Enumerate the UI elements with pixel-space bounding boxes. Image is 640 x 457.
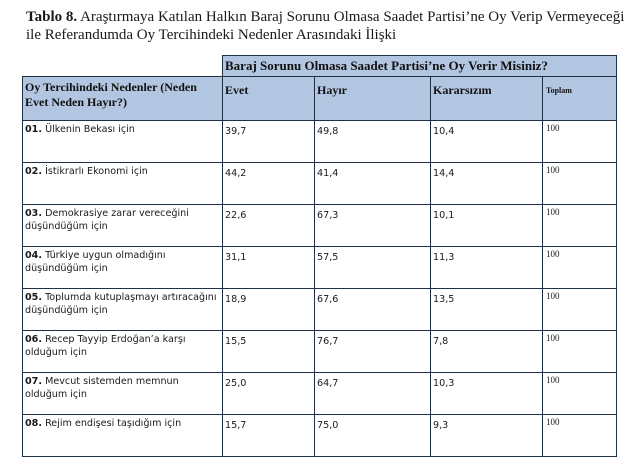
kararsiz-cell: 14,4 [431, 163, 543, 205]
reason-cell [23, 121, 223, 163]
reason-label: Ülkenin Bekası için [45, 124, 135, 135]
reason-number: 03. [25, 208, 42, 219]
reason-cell [23, 205, 223, 247]
caption-text: Araştırmaya Katılan Halkın Baraj Sorunu Olmasa Saadet Partisi’ne Oy Verip Vermeyeceği ile Referandumda Oy Tercihindeki Nedenler Arasındaki İlişki [26, 9, 625, 43]
table-row [23, 331, 617, 373]
toplam-cell: 100 [543, 247, 617, 289]
reason-number: 07. [25, 376, 42, 387]
reason-number: 05. [25, 292, 42, 303]
evet-cell: 44,2 [223, 163, 315, 205]
toplam-cell: 100 [543, 289, 617, 331]
reason-cell [23, 373, 223, 415]
reason-number: 01. [25, 124, 42, 135]
table-row [23, 163, 617, 205]
kararsiz-cell: 9,3 [431, 415, 543, 457]
table-row [23, 415, 617, 457]
reason-label: Mevcut sistemden memnun olduğum için [25, 376, 179, 400]
toplam-cell: 100 [543, 331, 617, 373]
reason-label: Demokrasiye zarar vereceğini düşündüğüm için [25, 208, 189, 232]
header-row-columns [23, 77, 617, 121]
toplam-cell: 100 [543, 373, 617, 415]
hayir-cell: 67,6 [315, 289, 431, 331]
reason-cell [23, 289, 223, 331]
table-row [23, 373, 617, 415]
hayir-cell: 57,5 [315, 247, 431, 289]
table-row [23, 289, 617, 331]
evet-cell: 25,0 [223, 373, 315, 415]
main-header: Baraj Sorunu Olmasa Saadet Partisi’ne Oy Verir Misiniz? [223, 56, 617, 77]
reason-cell [23, 163, 223, 205]
table-row [23, 205, 617, 247]
hayir-cell: 49,8 [315, 121, 431, 163]
hayir-cell: 67,3 [315, 205, 431, 247]
reason-cell [23, 331, 223, 373]
column-header-kararsiz: Kararsızım [431, 77, 543, 121]
kararsiz-cell: 11,3 [431, 247, 543, 289]
header-row-main [23, 56, 617, 77]
table-row [23, 247, 617, 289]
kararsiz-cell: 13,5 [431, 289, 543, 331]
reason-number: 06. [25, 334, 42, 345]
reason-label: Recep Tayyip Erdoğan’a karşı olduğum için [25, 334, 186, 358]
reason-number: 02. [25, 166, 42, 177]
kararsiz-cell: 10,1 [431, 205, 543, 247]
header-blank-cell [23, 56, 223, 77]
reason-column-header: Oy Tercihindeki Nedenler (Neden Evet Neden Hayır?) [23, 77, 223, 121]
reason-cell [23, 247, 223, 289]
hayir-cell: 41,4 [315, 163, 431, 205]
evet-cell: 22,6 [223, 205, 315, 247]
reason-number: 04. [25, 250, 42, 261]
toplam-cell: 100 [543, 163, 617, 205]
column-header-hayir: Hayır [315, 77, 431, 121]
reason-number: 08. [25, 418, 42, 429]
reason-label: Türkiye uygun olmadığını düşündüğüm için [25, 250, 166, 274]
toplam-cell: 100 [543, 121, 617, 163]
caption-label: Tablo 8. [26, 9, 78, 25]
kararsiz-cell: 7,8 [431, 331, 543, 373]
evet-cell: 18,9 [223, 289, 315, 331]
column-header-evet: Evet [223, 77, 315, 121]
column-header-toplam: Toplam [543, 77, 617, 121]
kararsiz-cell: 10,3 [431, 373, 543, 415]
data-table [22, 55, 617, 457]
hayir-cell: 64,7 [315, 373, 431, 415]
reason-label: İstikrarlı Ekonomi için [45, 166, 148, 177]
table-caption [26, 8, 626, 44]
hayir-cell: 76,7 [315, 331, 431, 373]
evet-cell: 31,1 [223, 247, 315, 289]
evet-cell: 15,5 [223, 331, 315, 373]
hayir-cell: 75,0 [315, 415, 431, 457]
toplam-cell: 100 [543, 415, 617, 457]
kararsiz-cell: 10,4 [431, 121, 543, 163]
reason-label: Toplumda kutuplaşmayı artıracağını düşündüğüm için [25, 292, 217, 316]
reason-label: Rejim endişesi taşıdığım için [45, 418, 182, 429]
table-row [23, 121, 617, 163]
reason-cell [23, 415, 223, 457]
toplam-cell: 100 [543, 205, 617, 247]
evet-cell: 15,7 [223, 415, 315, 457]
evet-cell: 39,7 [223, 121, 315, 163]
